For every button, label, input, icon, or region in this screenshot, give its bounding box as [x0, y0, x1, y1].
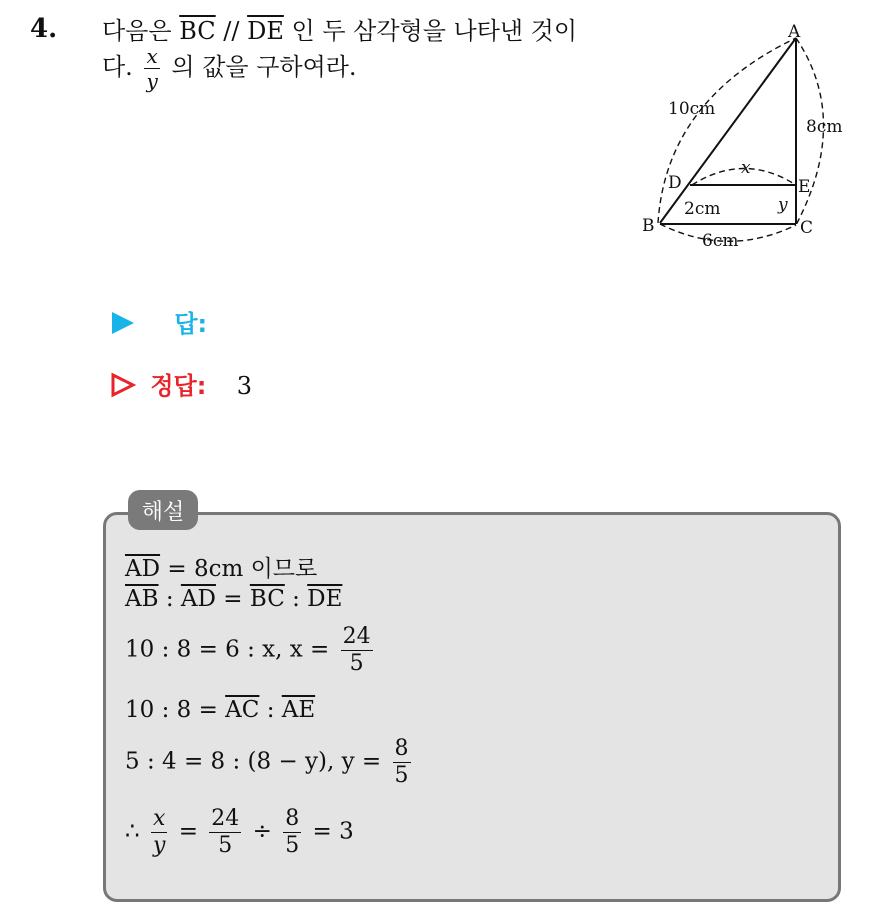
solution-line-5: [125, 738, 415, 787]
fraction-numerator: 24: [211, 806, 240, 831]
ratio-colon-3: :: [266, 697, 282, 723]
fraction-x-over-y: [144, 46, 159, 91]
fraction-x-over-y-2: [151, 808, 167, 857]
label-d: D: [668, 173, 682, 193]
fraction-numerator: 8: [394, 736, 409, 761]
question-number: 4.: [30, 14, 58, 44]
segment-de: $\overline{DE}$: [247, 17, 284, 45]
solution-line-1-rest: = 8cm 이므로: [167, 556, 318, 582]
fraction-numerator: 24: [342, 624, 371, 649]
solution-result: = 3: [312, 818, 354, 845]
segment-de-2: $\overline{DE}$: [307, 586, 343, 612]
solution-line-6: [125, 808, 354, 857]
question-text-before: 다음은: [102, 17, 172, 45]
solution-tab: 해설: [128, 490, 198, 530]
question-line-2: [102, 46, 622, 91]
segment-ad-2: $\overline{AD}$: [180, 586, 216, 612]
solution-line-5-pre: 5 : 4 = 8 : (8 − y), y =: [125, 748, 382, 775]
fraction-numerator: x: [146, 44, 158, 68]
fraction-denominator: 5: [394, 763, 409, 788]
question-line2-start: 다.: [102, 53, 133, 81]
fraction-8-over-5: [393, 738, 411, 787]
segment-ae: $\overline{AE}$: [281, 697, 316, 723]
fraction-denominator: 5: [349, 651, 364, 676]
ratio-colon: :: [165, 586, 181, 612]
label-a: A: [788, 22, 801, 42]
fraction-24-over-5-2: [209, 808, 241, 857]
segment-bc: $\overline{BC}$: [179, 17, 216, 45]
label-bc-length: 6cm: [702, 231, 739, 251]
line-ab: [660, 38, 796, 223]
equals-sign-2: =: [178, 818, 198, 845]
label-de-x: x: [741, 158, 751, 178]
dashed-arcs: [658, 38, 824, 241]
segment-ac: $\overline{AC}$: [225, 697, 260, 723]
parallel-symbol: //: [223, 17, 240, 45]
correct-answer-value: 3: [236, 372, 252, 400]
solution-line-4: [125, 697, 315, 723]
fraction-denominator: y: [146, 69, 158, 93]
fraction-numerator: x: [152, 806, 166, 831]
label-b: B: [642, 216, 655, 236]
label-e: E: [798, 177, 811, 197]
label-bd-length: 2cm: [684, 199, 721, 219]
answer-arrow-icon: [110, 310, 136, 336]
solution-line-4-pre: 10 : 8 =: [125, 697, 218, 723]
fraction-denominator: 5: [218, 833, 233, 858]
question-text: [102, 14, 622, 91]
label-ab-length: 10cm: [668, 99, 716, 119]
division-sign: ÷: [252, 818, 272, 845]
equals-sign: =: [223, 586, 250, 612]
solution-line-2: [125, 586, 342, 612]
answer-label: 답:: [174, 310, 208, 338]
question-text-after: 인 두 삼각형을 나타낸 것이: [291, 17, 578, 45]
fraction-denominator: 5: [285, 833, 300, 858]
solution-line-1: [125, 550, 317, 583]
correct-answer-arrow-icon: [110, 372, 136, 398]
fraction-numerator: 8: [285, 806, 300, 831]
figure-labels: [642, 22, 842, 251]
label-ac-length: 8cm: [806, 117, 843, 137]
solid-lines: [660, 38, 796, 224]
solution-line-3: [125, 626, 377, 675]
question-line-1: [102, 14, 622, 48]
ratio-colon-2: :: [292, 586, 308, 612]
label-c: C: [800, 218, 814, 238]
correct-answer-label: 정답:: [150, 372, 207, 400]
segment-ad: $\overline{AD}$: [125, 556, 161, 582]
solution-line-3-pre: 10 : 8 = 6 : x, x =: [125, 636, 330, 663]
label-ec-y: y: [778, 195, 788, 215]
answer-row: [110, 304, 207, 339]
fraction-24-over-5: [341, 626, 373, 675]
correct-answer-row: [110, 366, 252, 401]
triangle-figure: [636, 20, 866, 260]
question-line2-end: 의 값을 구하여라.: [171, 53, 357, 81]
segment-ab: $\overline{AB}$: [125, 586, 159, 612]
fraction-denominator: y: [152, 833, 166, 858]
therefore-symbol: ∴: [125, 818, 140, 845]
fraction-8-over-5-2: [283, 808, 301, 857]
segment-bc-2: $\overline{BC}$: [249, 586, 285, 612]
